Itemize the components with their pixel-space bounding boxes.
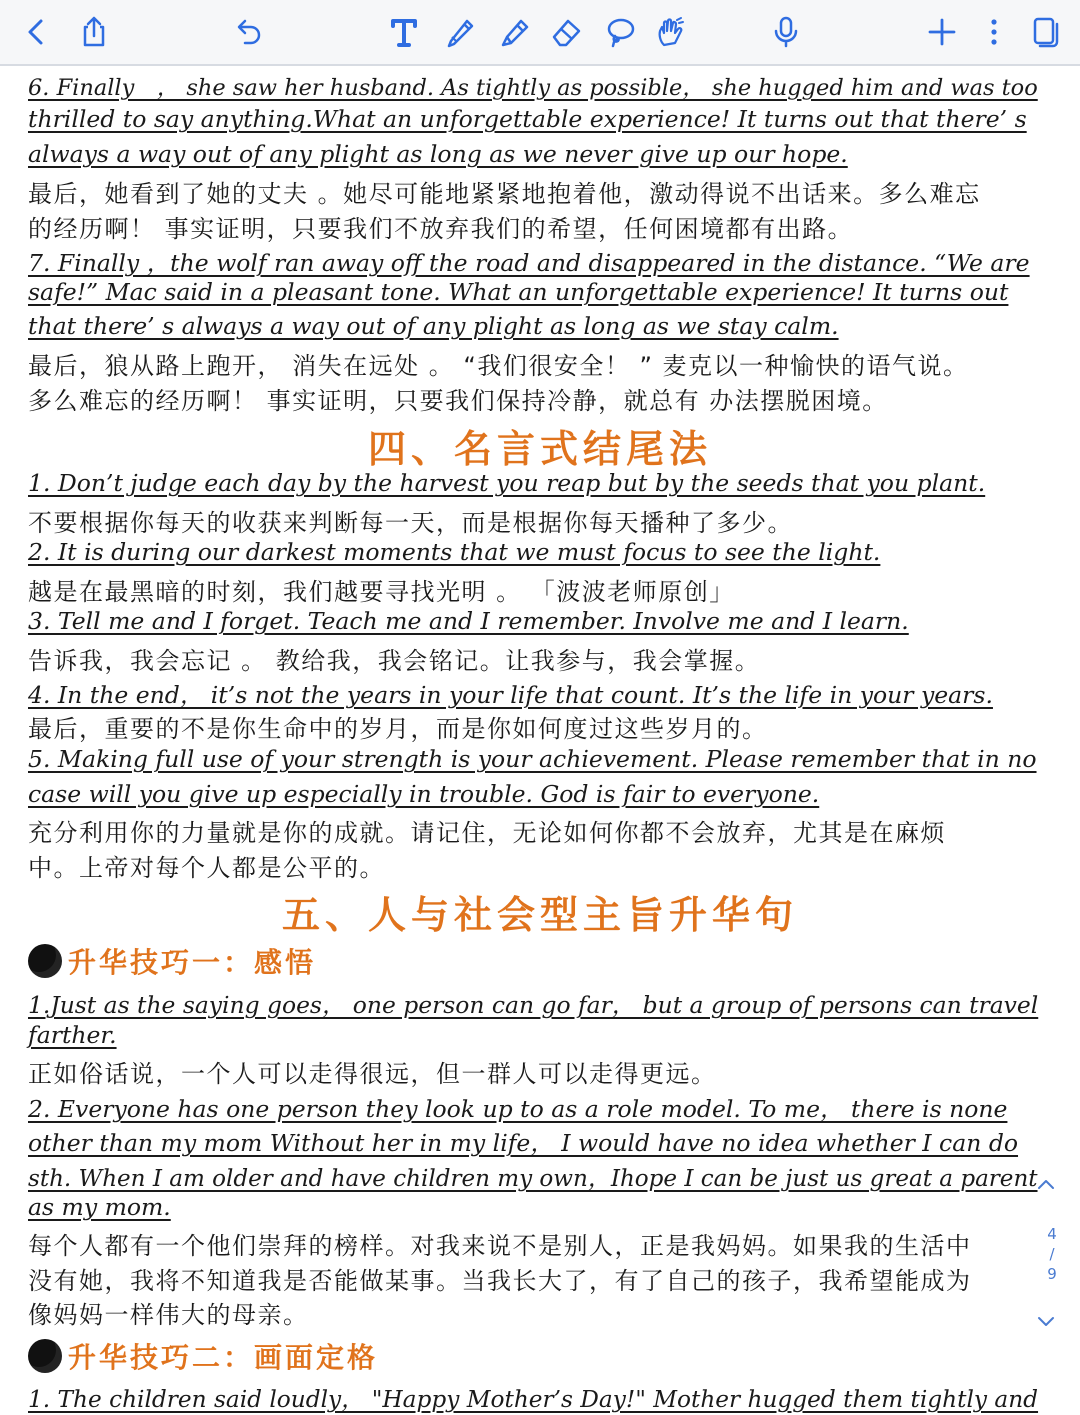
add-button[interactable] — [920, 10, 964, 54]
undo-button[interactable] — [226, 10, 270, 54]
highlighter-tool-button[interactable] — [492, 10, 536, 54]
plus-icon — [925, 15, 959, 49]
english-line: case will you give up especially in trouble. God is fair to everyone. — [28, 780, 820, 808]
english-line: 7. Finally ，the wolf ran away off the road and disappeared in the distance. “We are — [28, 249, 1030, 277]
chinese-translation-line: 中。上帝对每个人都是公平的。 — [28, 854, 385, 882]
pages-icon — [1029, 15, 1063, 49]
bullet-dot-icon — [28, 1339, 62, 1373]
sub-heading: 升华技巧一：感悟 — [28, 941, 316, 981]
undo-icon — [231, 15, 265, 49]
pen-tool-button[interactable] — [438, 10, 482, 54]
chinese-translation-line: 多么难忘的经历啊！ 事实证明，只要我们保持冷静，就总有 办法摆脱困境。 — [28, 387, 888, 415]
english-line: safe!” Mac said in a pleasant tone. What an unforgettable experience! It turns out — [28, 278, 1009, 306]
share-button[interactable] — [72, 10, 116, 54]
eraser-icon — [549, 15, 583, 49]
english-line: 2. It is during our darkest moments that we must focus to see the light. — [28, 538, 881, 566]
lasso-tool-button[interactable] — [598, 10, 642, 54]
more-icon — [977, 15, 1011, 49]
pen-icon — [443, 15, 477, 49]
page-up-button[interactable] — [1026, 1176, 1066, 1195]
english-line: thrilled to say anything.What an unforgettable experience! It turns out that there’ s — [28, 105, 1027, 133]
share-icon — [77, 15, 111, 49]
english-line: 2. Everyone has one person they look up to as a role model. To me， there is none — [28, 1095, 1008, 1123]
toolbar — [0, 0, 1080, 66]
hand-draw-icon — [653, 15, 687, 49]
hand-draw-button[interactable] — [648, 10, 692, 54]
english-line: 3. Tell me and I forget. Teach me and I remember. Involve me and I learn. — [28, 607, 909, 635]
note-page[interactable] — [0, 68, 1080, 1415]
english-line: always a way out of any plight as long as we never give up our hope. — [28, 140, 848, 168]
english-line: 5. Making full use of your strength is your achievement. Please remember that in no — [28, 745, 1037, 773]
chinese-translation-line: 最后，重要的不是你生命中的岁月，而是你如何度过这些岁月的。 — [28, 715, 768, 743]
microphone-button[interactable] — [764, 10, 808, 54]
pages-button[interactable] — [1024, 10, 1068, 54]
page-indicator — [1042, 1224, 1062, 1284]
chinese-translation-line: 不要根据你每天的收获来判断每一天，而是根据你每天播种了多少。 — [28, 509, 793, 537]
chevron-down-icon — [1036, 1315, 1056, 1329]
eraser-tool-button[interactable] — [544, 10, 588, 54]
english-line: 1. The children said loudly， "Happy Mother’s Day!" Mother hugged them tightly and — [28, 1386, 1039, 1413]
english-line: 1. Don’t judge each day by the harvest you reap but by the seeds that you plant. — [28, 469, 986, 497]
chinese-translation-line: 没有她，我将不知道我是否能做某事。当我长大了，有了自己的孩子，我希望能成为 — [28, 1267, 972, 1295]
lasso-icon — [603, 15, 637, 49]
english-line: 6. Finally ， she saw her husband. As tightly as possible， she hugged him and was too — [28, 75, 1038, 101]
sub-heading: 升华技巧二：画面定格 — [28, 1336, 378, 1376]
page-down-button[interactable] — [1026, 1314, 1066, 1333]
chinese-translation-line: 的经历啊！ 事实证明，只要我们不放弃我们的希望，任何困境都有出路。 — [28, 215, 854, 243]
chinese-translation-line: 最后，狼从路上跑开， 消失在远处 。 “我们很安全！ ” 麦克以一种愉快的语气说。 — [28, 352, 969, 380]
english-line: 4. In the end， it’s not the years in your life that count. It’s the life in your years. — [28, 681, 993, 709]
section-heading: 四、名言式结尾法 — [367, 427, 712, 471]
back-button[interactable] — [14, 10, 58, 54]
english-line: 1.Just as the saying goes， one person can go far， but a group of persons can travel — [28, 991, 1039, 1019]
chinese-translation-line: 正如俗话说，一个人可以走得很远，但一群人可以走得更远。 — [28, 1060, 717, 1088]
highlighter-icon — [497, 15, 531, 49]
chinese-translation-line: 充分利用你的力量就是你的成就。请记住，无论如何你都不会放弃，尤其是在麻烦 — [28, 819, 946, 847]
page-separator: / — [1049, 1245, 1055, 1263]
chinese-translation-line: 告诉我，我会忘记 。 教给我，我会铭记。让我参与，我会掌握。 — [28, 647, 761, 675]
text-tool-icon — [387, 15, 421, 49]
english-line: as my mom. — [28, 1193, 171, 1221]
section-heading: 五、人与社会型主旨升华句 — [281, 893, 798, 937]
current-page-number: 4 — [1047, 1225, 1057, 1243]
english-line: farther. — [28, 1021, 117, 1049]
more-button[interactable] — [972, 10, 1016, 54]
chevron-left-icon — [19, 15, 53, 49]
text-tool-button[interactable] — [382, 10, 426, 54]
chinese-translation-line: 越是在最黑暗的时刻，我们越要寻找光明 。 「波波老师原创」 — [28, 578, 735, 606]
chinese-translation-line: 每个人都有一个他们崇拜的榜样。对我来说不是别人，正是我妈妈。如果我的生活中 — [28, 1232, 972, 1260]
chevron-up-icon — [1036, 1177, 1056, 1191]
english-line: that there’ s always a way out of any plight as long as we stay calm. — [28, 312, 839, 340]
english-line: sth. When I am older and have children my own，Ihope I can be just us great a parent — [28, 1166, 1038, 1192]
bullet-dot-icon — [28, 944, 62, 978]
chinese-translation-line: 最后，她看到了她的丈夫 。她尽可能地紧紧地抱着他，激动得说不出话来。多么难忘 — [28, 180, 981, 208]
chinese-translation-line: 像妈妈一样伟大的母亲。 — [28, 1301, 309, 1329]
english-line: other than my mom Without her in my life， I would have no idea whether I can do — [28, 1129, 1019, 1157]
total-page-number: 9 — [1047, 1265, 1057, 1283]
microphone-icon — [769, 15, 803, 49]
